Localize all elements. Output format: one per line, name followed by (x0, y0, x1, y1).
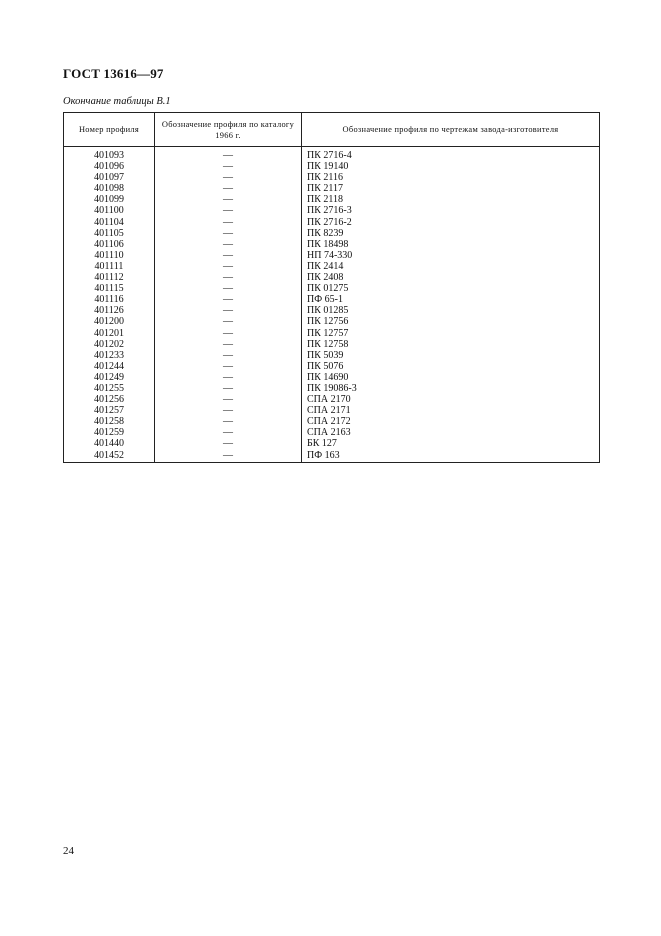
cell-manufacturer-designation: ПФ 163 (302, 450, 600, 463)
cell-profile-number: 401440 (64, 438, 155, 449)
cell-catalog-designation: — (155, 205, 302, 216)
column-header-profile-number: Номер профиля (64, 113, 155, 147)
cell-catalog-designation: — (155, 438, 302, 449)
cell-profile-number: 401097 (64, 172, 155, 183)
cell-manufacturer-designation: ПК 12756 (302, 316, 600, 327)
cell-catalog-designation: — (155, 372, 302, 383)
cell-profile-number: 401201 (64, 328, 155, 339)
cell-manufacturer-designation: ПК 12757 (302, 328, 600, 339)
cell-manufacturer-designation: ПК 2408 (302, 272, 600, 283)
cell-profile-number: 401233 (64, 350, 155, 361)
cell-catalog-designation: — (155, 217, 302, 228)
column-header-manufacturer-designation: Обозначение профиля по чертежам завода-изготовителя (302, 113, 600, 147)
table-row (64, 172, 600, 183)
cell-profile-number: 401093 (64, 147, 155, 162)
table-row (64, 147, 600, 162)
cell-manufacturer-designation: СПА 2171 (302, 405, 600, 416)
table-row (64, 416, 600, 427)
table-row (64, 294, 600, 305)
cell-manufacturer-designation: ПК 2414 (302, 261, 600, 272)
cell-profile-number: 401202 (64, 339, 155, 350)
cell-profile-number: 401116 (64, 294, 155, 305)
cell-catalog-designation: — (155, 239, 302, 250)
table-row (64, 450, 600, 463)
cell-manufacturer-designation: ПК 12758 (302, 339, 600, 350)
cell-catalog-designation: — (155, 316, 302, 327)
profiles-table (63, 112, 600, 463)
cell-manufacturer-designation: ПК 2716-2 (302, 217, 600, 228)
cell-catalog-designation: — (155, 294, 302, 305)
cell-profile-number: 401099 (64, 194, 155, 205)
cell-manufacturer-designation: ПК 01285 (302, 305, 600, 316)
table-row (64, 250, 600, 261)
cell-catalog-designation: — (155, 228, 302, 239)
cell-manufacturer-designation: СПА 2163 (302, 427, 600, 438)
cell-catalog-designation: — (155, 250, 302, 261)
table-row (64, 405, 600, 416)
cell-catalog-designation: — (155, 361, 302, 372)
cell-profile-number: 401115 (64, 283, 155, 294)
cell-manufacturer-designation: ПК 18498 (302, 239, 600, 250)
cell-catalog-designation: — (155, 405, 302, 416)
cell-manufacturer-designation: ПК 2118 (302, 194, 600, 205)
cell-profile-number: 401259 (64, 427, 155, 438)
cell-profile-number: 401098 (64, 183, 155, 194)
cell-manufacturer-designation: ПК 19140 (302, 161, 600, 172)
cell-manufacturer-designation: ПФ 65-1 (302, 294, 600, 305)
table-row (64, 205, 600, 216)
table-row (64, 383, 600, 394)
cell-catalog-designation: — (155, 383, 302, 394)
cell-profile-number: 401110 (64, 250, 155, 261)
cell-manufacturer-designation: ПК 2117 (302, 183, 600, 194)
cell-catalog-designation: — (155, 183, 302, 194)
cell-profile-number: 401244 (64, 361, 155, 372)
table-row (64, 272, 600, 283)
cell-profile-number: 401256 (64, 394, 155, 405)
cell-profile-number: 401112 (64, 272, 155, 283)
cell-profile-number: 401452 (64, 450, 155, 463)
cell-manufacturer-designation: ПК 01275 (302, 283, 600, 294)
table-row (64, 183, 600, 194)
column-header-catalog-designation: Обозначение профиля по каталогу 1966 г. (155, 113, 302, 147)
cell-catalog-designation: — (155, 394, 302, 405)
cell-catalog-designation: — (155, 339, 302, 350)
cell-profile-number: 401100 (64, 205, 155, 216)
table-row (64, 394, 600, 405)
cell-profile-number: 401105 (64, 228, 155, 239)
cell-profile-number: 401200 (64, 316, 155, 327)
cell-catalog-designation: — (155, 350, 302, 361)
table-caption: Окончание таблицы В.1 (63, 96, 171, 107)
table-row (64, 217, 600, 228)
cell-catalog-designation: — (155, 272, 302, 283)
cell-catalog-designation: — (155, 427, 302, 438)
cell-profile-number: 401249 (64, 372, 155, 383)
table-row (64, 283, 600, 294)
cell-profile-number: 401104 (64, 217, 155, 228)
cell-manufacturer-designation: ПК 2716-4 (302, 147, 600, 162)
page-number: 24 (63, 845, 74, 857)
table-row (64, 261, 600, 272)
table-header (64, 113, 600, 147)
cell-profile-number: 401106 (64, 239, 155, 250)
table-row (64, 372, 600, 383)
cell-catalog-designation: — (155, 283, 302, 294)
cell-profile-number: 401096 (64, 161, 155, 172)
cell-catalog-designation: — (155, 416, 302, 427)
table-row (64, 438, 600, 449)
table-header-row (64, 113, 600, 147)
cell-manufacturer-designation: ПК 8239 (302, 228, 600, 239)
cell-profile-number: 401111 (64, 261, 155, 272)
cell-profile-number: 401257 (64, 405, 155, 416)
cell-manufacturer-designation: ПК 2116 (302, 172, 600, 183)
cell-catalog-designation: — (155, 328, 302, 339)
cell-manufacturer-designation: СПА 2170 (302, 394, 600, 405)
cell-catalog-designation: — (155, 161, 302, 172)
document-standard-header: ГОСТ 13616—97 (63, 66, 164, 81)
cell-profile-number: 401258 (64, 416, 155, 427)
table-row (64, 316, 600, 327)
cell-catalog-designation: — (155, 261, 302, 272)
table-row (64, 361, 600, 372)
cell-manufacturer-designation: НП 74-330 (302, 250, 600, 261)
cell-catalog-designation: — (155, 450, 302, 463)
cell-manufacturer-designation: ПК 2716-3 (302, 205, 600, 216)
cell-catalog-designation: — (155, 194, 302, 205)
table-row (64, 427, 600, 438)
cell-catalog-designation: — (155, 172, 302, 183)
cell-profile-number: 401255 (64, 383, 155, 394)
cell-catalog-designation: — (155, 147, 302, 162)
table-row (64, 194, 600, 205)
cell-manufacturer-designation: ПК 19086-3 (302, 383, 600, 394)
table-row (64, 339, 600, 350)
table-row (64, 350, 600, 361)
cell-manufacturer-designation: СПА 2172 (302, 416, 600, 427)
table-row (64, 328, 600, 339)
cell-manufacturer-designation: ПК 5039 (302, 350, 600, 361)
cell-profile-number: 401126 (64, 305, 155, 316)
cell-manufacturer-designation: БК 127 (302, 438, 600, 449)
cell-manufacturer-designation: ПК 14690 (302, 372, 600, 383)
table-row (64, 239, 600, 250)
table-row (64, 161, 600, 172)
cell-manufacturer-designation: ПК 5076 (302, 361, 600, 372)
table-row (64, 228, 600, 239)
table-row (64, 305, 600, 316)
cell-catalog-designation: — (155, 305, 302, 316)
table-body (64, 147, 600, 463)
